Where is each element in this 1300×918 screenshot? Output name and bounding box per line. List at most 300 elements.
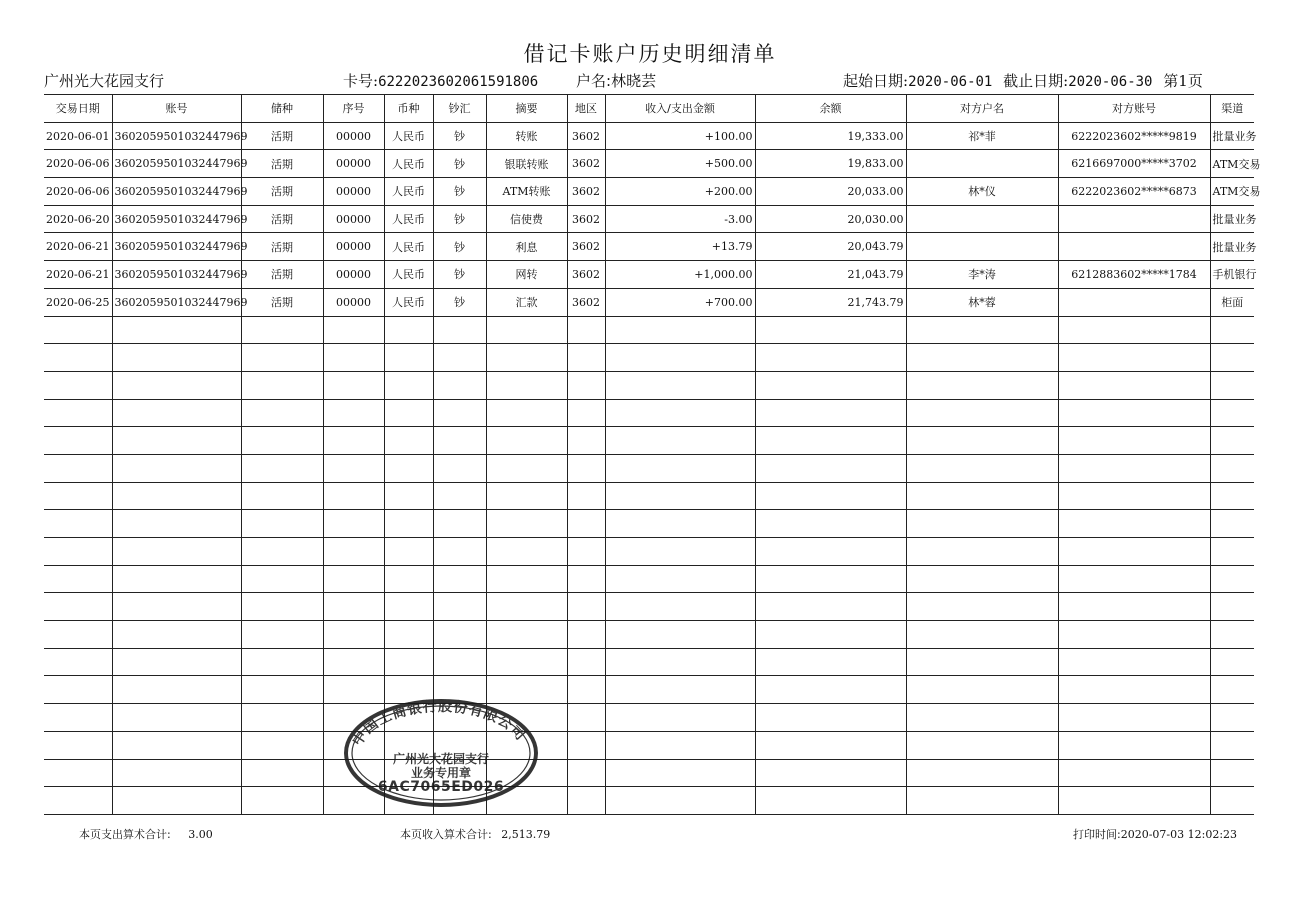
empty-cell (1058, 344, 1210, 372)
empty-cell (44, 593, 112, 621)
cell-amount: +13.79 (605, 233, 755, 261)
empty-cell (1058, 731, 1210, 759)
empty-cell (44, 621, 112, 649)
empty-cell (241, 482, 323, 510)
empty-cell (567, 510, 605, 538)
cell-counterparty-account: 6212883602*****1784 (1058, 261, 1210, 289)
empty-cell (1058, 427, 1210, 455)
empty-cell (112, 759, 241, 787)
cell-cash-remit: 钞 (433, 150, 486, 178)
table-row (44, 288, 1254, 316)
cell-deposit-type: 活期 (241, 288, 323, 316)
cell-balance: 20,033.00 (755, 178, 906, 206)
col-amount: 收入/支出金额 (605, 95, 755, 123)
cell-amount: +100.00 (605, 122, 755, 150)
seal-purpose: 业务专用章 (410, 766, 471, 780)
empty-cell (1210, 593, 1254, 621)
cell-counterparty-account: 6216697000*****3702 (1058, 150, 1210, 178)
empty-cell (567, 344, 605, 372)
cell-date: 2020-06-25 (44, 288, 112, 316)
cell-counterparty-name: 祁*菲 (906, 122, 1058, 150)
cell-summary: 银联转账 (486, 150, 567, 178)
empty-cell (241, 565, 323, 593)
cell-currency: 人民币 (384, 122, 433, 150)
empty-cell (241, 538, 323, 566)
cell-counterparty-account (1058, 205, 1210, 233)
empty-cell (1210, 510, 1254, 538)
cell-balance: 19,833.00 (755, 150, 906, 178)
empty-cell (1210, 565, 1254, 593)
cell-account: 3602059501032447969 (112, 122, 241, 150)
table-row (44, 205, 1254, 233)
empty-cell (906, 538, 1058, 566)
empty-cell (433, 510, 486, 538)
empty-cell (605, 621, 755, 649)
col-counterparty-account: 对方账号 (1058, 95, 1210, 123)
empty-cell (112, 731, 241, 759)
empty-cell (605, 427, 755, 455)
empty-row (44, 538, 1254, 566)
empty-row (44, 593, 1254, 621)
empty-cell (1058, 538, 1210, 566)
cell-amount: +500.00 (605, 150, 755, 178)
table-body (44, 122, 1261, 814)
empty-cell (384, 399, 433, 427)
empty-cell (486, 316, 567, 344)
empty-row (44, 731, 1254, 759)
table-row (44, 233, 1254, 261)
income-label: 本页收入算术合计: (400, 828, 492, 841)
empty-cell (755, 759, 906, 787)
holder-label: 户名: (576, 72, 612, 90)
empty-cell (567, 731, 605, 759)
date-range (843, 70, 1203, 91)
cell-summary: 利息 (486, 233, 567, 261)
empty-cell (906, 621, 1058, 649)
seal-arc-text: 中国工商银行股份有限公司 (349, 698, 529, 749)
empty-cell (755, 316, 906, 344)
empty-cell (44, 648, 112, 676)
empty-cell (755, 454, 906, 482)
cell-deposit-type: 活期 (241, 150, 323, 178)
empty-cell (567, 316, 605, 344)
cell-summary: 网转 (486, 261, 567, 289)
empty-cell (44, 676, 112, 704)
cell-counterparty-name: 林*蓉 (906, 288, 1058, 316)
table-header-row (44, 95, 1254, 123)
empty-cell (433, 621, 486, 649)
cell-seq: 00000 (323, 178, 384, 206)
table-row (44, 122, 1254, 150)
empty-row (44, 676, 1254, 704)
empty-cell (241, 704, 323, 732)
empty-cell (112, 482, 241, 510)
col-seq: 序号 (323, 95, 384, 123)
cell-balance: 20,030.00 (755, 205, 906, 233)
empty-cell (323, 399, 384, 427)
cell-region: 3602 (567, 288, 605, 316)
empty-cell (323, 621, 384, 649)
empty-cell (241, 427, 323, 455)
print-time (1073, 826, 1237, 842)
empty-cell (241, 731, 323, 759)
empty-cell (112, 565, 241, 593)
empty-cell (1058, 454, 1210, 482)
empty-cell (605, 704, 755, 732)
empty-cell (486, 344, 567, 372)
empty-cell (241, 648, 323, 676)
empty-row (44, 621, 1254, 649)
empty-cell (433, 399, 486, 427)
empty-cell (112, 621, 241, 649)
cell-balance: 21,043.79 (755, 261, 906, 289)
empty-cell (433, 344, 486, 372)
empty-cell (1210, 538, 1254, 566)
empty-cell (1058, 759, 1210, 787)
empty-cell (567, 427, 605, 455)
empty-cell (112, 787, 241, 815)
col-date: 交易日期 (44, 95, 112, 123)
cell-currency: 人民币 (384, 205, 433, 233)
empty-cell (906, 371, 1058, 399)
empty-cell (567, 565, 605, 593)
cell-summary: 汇款 (486, 288, 567, 316)
empty-cell (605, 648, 755, 676)
empty-cell (241, 787, 323, 815)
cell-amount: -3.00 (605, 205, 755, 233)
empty-cell (1058, 676, 1210, 704)
empty-row (44, 427, 1254, 455)
cell-counterparty-account (1058, 233, 1210, 261)
empty-cell (384, 648, 433, 676)
empty-row (44, 344, 1254, 372)
empty-cell (433, 427, 486, 455)
empty-cell (906, 676, 1058, 704)
empty-cell (605, 371, 755, 399)
empty-cell (384, 593, 433, 621)
cell-date: 2020-06-06 (44, 178, 112, 206)
empty-cell (605, 454, 755, 482)
empty-cell (384, 621, 433, 649)
empty-cell (605, 787, 755, 815)
table-row (44, 150, 1254, 178)
empty-cell (567, 787, 605, 815)
empty-cell (486, 482, 567, 510)
empty-row (44, 510, 1254, 538)
empty-cell (1210, 482, 1254, 510)
empty-cell (241, 344, 323, 372)
empty-cell (112, 676, 241, 704)
empty-cell (112, 510, 241, 538)
col-deposit-type: 储种 (241, 95, 323, 123)
cell-cash-remit: 钞 (433, 261, 486, 289)
empty-cell (755, 676, 906, 704)
empty-cell (323, 593, 384, 621)
cell-counterparty-name (906, 233, 1058, 261)
col-channel: 渠道 (1210, 95, 1254, 123)
empty-cell (567, 648, 605, 676)
empty-cell (1210, 344, 1254, 372)
cell-region: 3602 (567, 178, 605, 206)
cell-amount: +200.00 (605, 178, 755, 206)
empty-cell (567, 621, 605, 649)
cell-channel: 批量业务 (1210, 233, 1254, 261)
table-row (44, 261, 1254, 289)
empty-cell (1058, 593, 1210, 621)
empty-cell (1210, 454, 1254, 482)
cell-channel: 手机银行 (1210, 261, 1254, 289)
table-row (44, 178, 1254, 206)
empty-cell (486, 427, 567, 455)
empty-cell (241, 593, 323, 621)
empty-cell (1058, 399, 1210, 427)
empty-cell (1058, 704, 1210, 732)
empty-cell (44, 565, 112, 593)
empty-cell (486, 371, 567, 399)
empty-cell (241, 676, 323, 704)
empty-cell (486, 648, 567, 676)
empty-cell (44, 427, 112, 455)
empty-cell (605, 593, 755, 621)
empty-cell (44, 344, 112, 372)
empty-cell (241, 454, 323, 482)
empty-cell (755, 565, 906, 593)
cell-account: 3602059501032447969 (112, 261, 241, 289)
empty-cell (44, 510, 112, 538)
cell-currency: 人民币 (384, 233, 433, 261)
empty-cell (112, 538, 241, 566)
cell-amount: +700.00 (605, 288, 755, 316)
empty-row (44, 454, 1254, 482)
cell-cash-remit: 钞 (433, 122, 486, 150)
empty-cell (755, 648, 906, 676)
empty-cell (906, 704, 1058, 732)
empty-cell (605, 399, 755, 427)
empty-cell (44, 371, 112, 399)
empty-cell (44, 787, 112, 815)
cell-region: 3602 (567, 233, 605, 261)
empty-cell (906, 344, 1058, 372)
empty-cell (241, 510, 323, 538)
cell-channel: 批量业务 (1210, 122, 1254, 150)
empty-cell (241, 316, 323, 344)
empty-cell (486, 593, 567, 621)
cell-date: 2020-06-21 (44, 261, 112, 289)
empty-cell (1210, 621, 1254, 649)
empty-cell (1210, 704, 1254, 732)
cell-account: 3602059501032447969 (112, 233, 241, 261)
cell-summary: 信使费 (486, 205, 567, 233)
seal-branch: 广州光大花园支行 (392, 752, 489, 766)
empty-cell (755, 510, 906, 538)
empty-cell (384, 371, 433, 399)
empty-cell (112, 399, 241, 427)
print-label: 打印时间: (1073, 828, 1121, 841)
empty-cell (44, 316, 112, 344)
cell-date: 2020-06-21 (44, 233, 112, 261)
cell-deposit-type: 活期 (241, 261, 323, 289)
empty-cell (605, 482, 755, 510)
cell-channel: 批量业务 (1210, 205, 1254, 233)
empty-cell (1058, 565, 1210, 593)
col-balance: 余额 (755, 95, 906, 123)
cell-amount: +1,000.00 (605, 261, 755, 289)
empty-cell (906, 510, 1058, 538)
col-summary: 摘要 (486, 95, 567, 123)
empty-cell (44, 731, 112, 759)
empty-cell (906, 648, 1058, 676)
empty-cell (486, 538, 567, 566)
empty-cell (323, 482, 384, 510)
cell-region: 3602 (567, 122, 605, 150)
empty-cell (384, 482, 433, 510)
empty-cell (323, 510, 384, 538)
empty-cell (755, 482, 906, 510)
empty-cell (605, 510, 755, 538)
empty-cell (906, 759, 1058, 787)
empty-cell (112, 316, 241, 344)
empty-cell (1210, 787, 1254, 815)
col-currency: 币种 (384, 95, 433, 123)
card-label: 卡号: (343, 72, 379, 90)
empty-cell (384, 316, 433, 344)
account-holder (576, 70, 656, 91)
empty-cell (112, 371, 241, 399)
empty-cell (755, 593, 906, 621)
empty-cell (755, 538, 906, 566)
empty-cell (567, 676, 605, 704)
cell-cash-remit: 钞 (433, 233, 486, 261)
cell-seq: 00000 (323, 288, 384, 316)
card-number (343, 70, 538, 91)
empty-cell (384, 538, 433, 566)
empty-cell (433, 538, 486, 566)
cell-account: 3602059501032447969 (112, 288, 241, 316)
empty-cell (1058, 371, 1210, 399)
cell-account: 3602059501032447969 (112, 205, 241, 233)
empty-row (44, 316, 1254, 344)
empty-cell (605, 344, 755, 372)
empty-row (44, 759, 1254, 787)
empty-cell (755, 704, 906, 732)
cell-balance: 19,333.00 (755, 122, 906, 150)
empty-cell (906, 399, 1058, 427)
cell-deposit-type: 活期 (241, 122, 323, 150)
empty-cell (605, 565, 755, 593)
expense-label: 本页支出算术合计: (79, 828, 171, 841)
empty-cell (755, 371, 906, 399)
empty-cell (433, 454, 486, 482)
cell-counterparty-account: 6222023602*****6873 (1058, 178, 1210, 206)
empty-cell (906, 731, 1058, 759)
cell-cash-remit: 钞 (433, 178, 486, 206)
end-label: 截止日期: (1003, 72, 1069, 90)
empty-cell (1210, 759, 1254, 787)
empty-row (44, 565, 1254, 593)
cell-date: 2020-06-20 (44, 205, 112, 233)
empty-cell (241, 371, 323, 399)
empty-cell (323, 344, 384, 372)
empty-cell (486, 454, 567, 482)
empty-row (44, 482, 1254, 510)
col-account: 账号 (112, 95, 241, 123)
cell-region: 3602 (567, 150, 605, 178)
empty-cell (433, 565, 486, 593)
empty-cell (44, 454, 112, 482)
empty-cell (755, 621, 906, 649)
empty-cell (384, 510, 433, 538)
empty-cell (1210, 316, 1254, 344)
cell-channel: 柜面 (1210, 288, 1254, 316)
empty-cell (1210, 371, 1254, 399)
seal-code: 6AC7065ED026 (377, 779, 505, 795)
empty-cell (323, 316, 384, 344)
empty-cell (567, 593, 605, 621)
cell-counterparty-account: 6222023602*****9819 (1058, 122, 1210, 150)
empty-cell (1210, 731, 1254, 759)
empty-cell (1210, 399, 1254, 427)
empty-cell (906, 593, 1058, 621)
col-region: 地区 (567, 95, 605, 123)
empty-cell (384, 454, 433, 482)
empty-cell (567, 454, 605, 482)
income-total (400, 826, 550, 842)
empty-cell (323, 427, 384, 455)
cell-region: 3602 (567, 205, 605, 233)
cell-counterparty-account (1058, 288, 1210, 316)
expense-value: 3.00 (188, 828, 213, 841)
empty-cell (567, 482, 605, 510)
empty-cell (112, 427, 241, 455)
cell-summary: ATM转账 (486, 178, 567, 206)
empty-cell (1058, 482, 1210, 510)
empty-cell (112, 648, 241, 676)
cell-seq: 00000 (323, 122, 384, 150)
cell-date: 2020-06-01 (44, 122, 112, 150)
empty-cell (1058, 510, 1210, 538)
empty-cell (433, 371, 486, 399)
empty-cell (112, 593, 241, 621)
empty-cell (605, 676, 755, 704)
cell-counterparty-name: 李*涛 (906, 261, 1058, 289)
empty-cell (1210, 427, 1254, 455)
cell-currency: 人民币 (384, 261, 433, 289)
cell-seq: 00000 (323, 150, 384, 178)
empty-cell (906, 427, 1058, 455)
empty-cell (323, 371, 384, 399)
empty-cell (323, 565, 384, 593)
empty-cell (384, 427, 433, 455)
cell-seq: 00000 (323, 261, 384, 289)
empty-row (44, 648, 1254, 676)
cell-cash-remit: 钞 (433, 205, 486, 233)
empty-cell (755, 731, 906, 759)
empty-cell (323, 454, 384, 482)
empty-cell (486, 621, 567, 649)
empty-row (44, 704, 1254, 732)
col-counterparty-name: 对方户名 (906, 95, 1058, 123)
empty-cell (906, 316, 1058, 344)
empty-cell (1058, 787, 1210, 815)
page-title: 借记卡账户历史明细清单 (523, 42, 777, 66)
page-number: 第1页 (1163, 72, 1203, 90)
empty-cell (112, 704, 241, 732)
cell-deposit-type: 活期 (241, 233, 323, 261)
empty-cell (112, 344, 241, 372)
empty-cell (44, 399, 112, 427)
empty-cell (567, 399, 605, 427)
empty-cell (755, 427, 906, 455)
